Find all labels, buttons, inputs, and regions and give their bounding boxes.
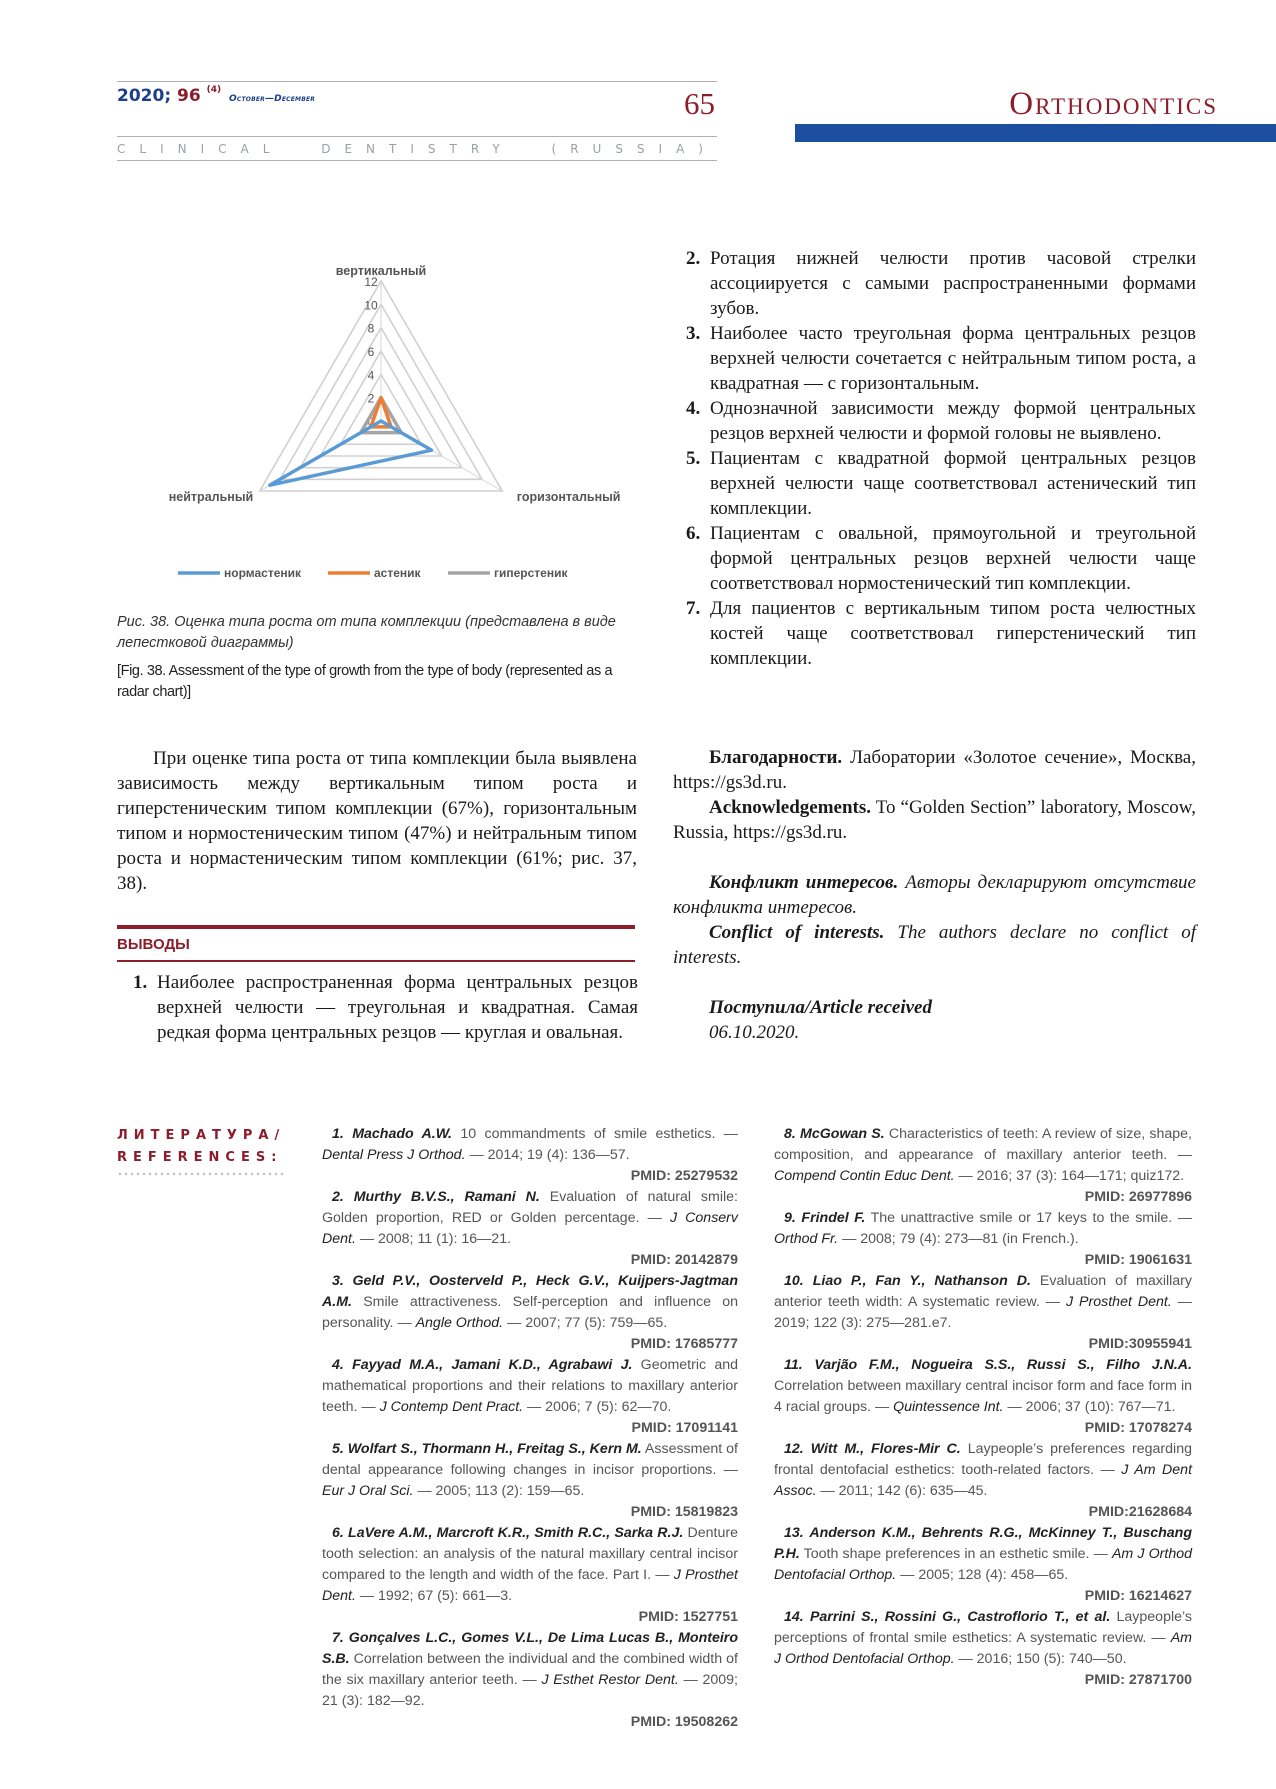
reference-pmid: PMID: 1527751: [638, 1609, 738, 1625]
reference-title: Correlation between the individual and the combined width of the six maxillary anterior teeth. —: [322, 1651, 738, 1688]
reference-item: [322, 1523, 738, 1628]
coi-ru: [673, 870, 1196, 920]
legend-label: нормастеник: [224, 566, 301, 580]
reference-details: — 2005; 113 (2): 159—65.: [413, 1483, 585, 1499]
conclusion-text: Пациентам с квадратной формой центральных резцов верхней челюсти чаще соответствовал астенический тип комплекции.: [710, 448, 1196, 519]
journal-word-1: CLINICAL: [117, 142, 284, 156]
reference-details: — 2019; 122 (3): 275—281.e7.: [774, 1294, 1192, 1331]
reference-item: [322, 1439, 738, 1523]
reference-authors: 7. Gonçalves L.C., Gomes V.L., De Lima Lucas B., Monteiro S.B.: [322, 1630, 738, 1667]
received-date: 06.10.2020.: [709, 1022, 800, 1043]
reference-pmid: PMID: 17078274: [1084, 1420, 1192, 1436]
issue-year: 2020;: [117, 86, 178, 106]
reference-authors: 10. Liao P., Fan Y., Nathanson D.: [784, 1273, 1031, 1289]
conclusion-number: 6.: [686, 523, 701, 544]
reference-authors: 12. Witt M., Flores-Mir C.: [784, 1441, 961, 1457]
reference-title: Evaluation of maxillary anterior teeth width: A systematic review. —: [774, 1273, 1192, 1310]
radar-tick-label: 8: [367, 321, 375, 336]
reference-journal: J Am Dent Assoc.: [774, 1462, 1193, 1499]
references-column-1: [322, 1124, 738, 1733]
section-rule-top: [117, 925, 635, 929]
reference-authors: 11. Varjão F.M., Nogueira S.S., Russi S., Filho J.N.A.: [784, 1357, 1192, 1373]
conclusions-list-left: [133, 970, 638, 1045]
reference-authors: 14. Parrini S., Rossini G., Castroflorio T., et al.: [784, 1609, 1111, 1625]
reference-pmid: PMID: 19508262: [630, 1714, 738, 1730]
reference-item: [774, 1355, 1192, 1439]
reference-journal: Am J Orthod Dentofacial Orthop.: [774, 1546, 1192, 1583]
ack-en-label: Acknowledgements.: [709, 797, 872, 818]
results-paragraph: При оценке типа роста от типа комплекции была выявлена зависимость между вертикальным типом роста и гиперстеническим типом комплекции (67%), горизонтальным типом и нормостеническим типом (47%) и нейтральным типом роста и нормастеническим типом комплекции (61%; рис. 37, 38).: [117, 748, 637, 894]
reference-item: [322, 1187, 738, 1271]
conclusion-item: [686, 596, 1196, 671]
conclusion-text: Наиболее распространенная форма центральных резцов верхней челюсти — треугольная и квадратная. Самая редкая форма центральных резцов — круглая и овальная.: [157, 972, 638, 1043]
conclusions-list-right: [686, 246, 1196, 671]
reference-authors: 6. LaVere A.M., Marcroft K.R., Smith R.C., Sarka R.J.: [332, 1525, 684, 1541]
reference-pmid: PMID: 15819823: [630, 1504, 738, 1520]
reference-pmid: PMID: 26977896: [1084, 1189, 1192, 1205]
reference-title: Smile attractiveness. Self-perception and influence on personality. —: [322, 1294, 738, 1331]
legend-label: гиперстеник: [494, 566, 568, 580]
issue-number: (4): [206, 85, 222, 95]
reference-title: The unattractive smile or 17 keys to the smile. —: [865, 1210, 1193, 1226]
radar-chart: [160, 264, 630, 592]
page-number: 65: [684, 86, 715, 121]
journal-word-2: DENTISTRY: [321, 142, 514, 156]
reference-pmid: PMID: 27871700: [1084, 1672, 1192, 1688]
conclusion-text: Наиболее часто треугольная форма центральных резцов верхней челюсти сочетается с нейтральным типом роста, а квадратная — с горизонтальным.: [710, 323, 1196, 394]
conclusion-number: 7.: [686, 598, 701, 619]
header-rule-mid: [117, 136, 717, 137]
conclusion-item: [133, 970, 638, 1045]
references-title-ru: ЛИТЕРАТУРА/: [117, 1128, 286, 1143]
acknowledgements-block: [673, 745, 1196, 1045]
reference-pmid: PMID: 17685777: [630, 1336, 738, 1352]
conclusion-number: 3.: [686, 323, 701, 344]
reference-title: Correlation between maxillary central incisor form and face form in 4 racial groups. —: [774, 1378, 1192, 1415]
reference-title: Laypeople’s perceptions of frontal smile esthetics: A systematic review. —: [774, 1609, 1192, 1646]
received-label: Поступила/Article received: [709, 997, 932, 1018]
reference-authors: 9. Frindel F.: [784, 1210, 866, 1226]
reference-details: — 2016; 150 (5): 740—50.: [954, 1651, 1127, 1667]
legend-label: астеник: [374, 566, 421, 580]
reference-item: [774, 1523, 1192, 1607]
coi-en: [673, 920, 1196, 970]
reference-details: — 2008; 11 (1): 16—21.: [355, 1231, 512, 1247]
coi-ru-label: Конфликт интересов.: [709, 872, 899, 893]
issue-info: [117, 86, 315, 106]
conclusions-title: ВЫВОДЫ: [117, 936, 190, 953]
coi-en-label: Conflict of interests.: [709, 922, 885, 943]
reference-title: Characteristics of teeth: A review of size, shape, composition, and appearance of maxillary anterior teeth. —: [774, 1126, 1192, 1163]
reference-item: [322, 1628, 738, 1733]
reference-journal: Compend Contin Educ Dent.: [774, 1168, 955, 1184]
figure-caption-en: [Fig. 38. Assessment of the type of growth from the type of body (represented as a radar chart)]: [117, 663, 613, 700]
conclusion-item: [686, 446, 1196, 521]
reference-pmid: PMID: 20142879: [630, 1252, 738, 1268]
radar-tick-label: 10: [364, 298, 378, 313]
reference-details: — 2011; 142 (6): 635—45.: [816, 1483, 988, 1499]
journal-word-3: (RUSSIA): [551, 142, 717, 156]
reference-authors: 2. Murthy B.V.S., Ramani N.: [332, 1189, 540, 1205]
reference-authors: 4. Fayyad M.A., Jamani K.D., Agrabawi J.: [332, 1357, 633, 1373]
journal-name: [117, 142, 717, 156]
conclusion-text: Пациентам с овальной, прямоугольной и треугольной формой центральных резцов верхней челюсти чаще соответствовал нормостенический тип комплекции.: [710, 523, 1196, 594]
reference-item: [322, 1124, 738, 1187]
ack-en: [673, 795, 1196, 845]
reference-title: Laypeople’s preferences regarding frontal dentofacial esthetics: tooth-related factors. —: [774, 1441, 1192, 1478]
reference-pmid: PMID: 17091141: [631, 1420, 738, 1436]
radar-axis-label: горизонтальный: [516, 490, 621, 504]
issue-months: October—December: [229, 94, 316, 104]
reference-item: [322, 1355, 738, 1439]
conclusion-number: 1.: [133, 972, 148, 993]
reference-title: Denture tooth selection: an analysis of the natural maxillary central incisor compared to the length and width of the face. Part I. —: [322, 1525, 738, 1583]
coi-ru-text: Авторы декларируют отсутствие конфликта интересов.: [673, 872, 1196, 918]
reference-authors: 8. McGowan S.: [784, 1126, 885, 1142]
reference-authors: 3. Geld P.V., Oosterveld P., Heck G.V., Kuijpers-Jagtman A.M.: [322, 1273, 738, 1310]
conclusion-text: Ротация нижней челюсти против часовой стрелки ассоциируется с самыми распространенными формами зубов.: [710, 248, 1196, 319]
conclusion-number: 5.: [686, 448, 701, 469]
reference-journal: Eur J Oral Sci.: [322, 1483, 414, 1499]
reference-journal: Am J Orthod Dentofacial Orthop.: [774, 1630, 1192, 1667]
reference-item: [774, 1271, 1192, 1355]
reference-details: — 2014; 19 (4): 136—57.: [465, 1147, 630, 1163]
references-title: [117, 1125, 285, 1169]
conclusion-text: Для пациентов с вертикальным типом роста челюстных костей чаще соответствовал гиперстенический тип комплекции.: [710, 598, 1196, 669]
conclusion-text: Однозначной зависимости между формой центральных резцов верхней челюсти и формой головы не выявлено.: [710, 398, 1196, 444]
reference-journal: Quintessence Int.: [893, 1399, 1004, 1415]
reference-pmid: PMID:21628684: [1088, 1504, 1192, 1520]
reference-details: — 2009; 21 (3): 182—92.: [322, 1672, 738, 1709]
reference-journal: J Conserv Dent.: [322, 1210, 738, 1247]
reference-item: [774, 1607, 1192, 1691]
reference-pmid: PMID: 25279532: [630, 1168, 738, 1184]
reference-pmid: PMID: 16214627: [1084, 1588, 1192, 1604]
reference-details: — 2006; 37 (10): 767—71.: [1003, 1399, 1176, 1415]
conclusion-item: [686, 246, 1196, 321]
ack-en-text: To “Golden Section” laboratory, Moscow, Russia, https://gs3d.ru.: [673, 797, 1196, 843]
reference-title: Assessment of dental appearance following changes in incisor proportions. —: [322, 1441, 738, 1478]
references-dotted-rule: [117, 1172, 285, 1176]
radar-tick-label: 6: [367, 345, 375, 359]
reference-title: Geometric and mathematical proportions and their relations to maxillary anterior teeth. —: [322, 1357, 739, 1415]
ack-ru-text: Лаборатории «Золотое сечение», Москва, https://gs3d.ru.: [673, 747, 1196, 793]
reference-item: [774, 1124, 1192, 1208]
figure-caption-ru: Рис. 38. Оценка типа роста от типа комплекции (представлена в виде лепестковой диаграммы): [117, 614, 616, 651]
reference-journal: Dental Press J Orthod.: [322, 1147, 466, 1163]
issue-volume: 96: [177, 86, 201, 106]
conclusion-item: [686, 521, 1196, 596]
reference-journal: Orthod Fr.: [774, 1231, 839, 1247]
reference-details: — 2006; 7 (5): 62—70.: [523, 1399, 672, 1415]
reference-journal: J Contemp Dent Pract.: [379, 1399, 524, 1415]
reference-pmid: PMID: 19061631: [1084, 1252, 1192, 1268]
reference-item: [322, 1271, 738, 1355]
reference-journal: Angle Orthod.: [415, 1315, 504, 1331]
ack-ru-label: Благодарности.: [709, 747, 843, 768]
header-rule-top: [117, 81, 717, 82]
section-color-bar: [795, 124, 1276, 142]
reference-item: [774, 1439, 1192, 1523]
radar-tick-label: 0: [367, 415, 375, 429]
reference-item: [774, 1208, 1192, 1271]
radar-axis-label: вертикальный: [335, 264, 427, 278]
reference-details: — 2005; 128 (4): 458—65.: [896, 1567, 1069, 1583]
reference-details: — 2007; 77 (5): 759—65.: [503, 1315, 668, 1331]
conclusion-number: 4.: [686, 398, 701, 419]
reference-details: — 1992; 67 (5): 661—3.: [355, 1588, 513, 1604]
header-rule-bottom: [117, 160, 717, 161]
reference-journal: J Prosthet Dent.: [1065, 1294, 1172, 1310]
reference-pmid: PMID:30955941: [1088, 1336, 1192, 1352]
references-title-en: REFERENCES:: [117, 1150, 283, 1165]
conclusion-item: [686, 396, 1196, 446]
reference-authors: 5. Wolfart S., Thormann H., Freitag S., Kern M.: [332, 1441, 642, 1457]
radar-tick-label: 4: [367, 368, 375, 383]
reference-details: — 2008; 79 (4): 273—81 (in French.).: [838, 1231, 1079, 1247]
reference-details: — 2016; 37 (3): 164—171; quiz172.: [954, 1168, 1185, 1184]
radar-tick-label: 2: [367, 391, 375, 406]
section-title: Orthodontics: [1009, 86, 1218, 122]
reference-journal: J Esthet Restor Dent.: [541, 1672, 679, 1688]
radar-tick-label: 12: [364, 275, 378, 289]
reference-title: Evaluation of natural smile: Golden proportion, RED or Golden percentage. —: [322, 1189, 738, 1226]
reference-title: 10 commandments of smile esthetics. —: [452, 1126, 738, 1142]
conclusion-number: 2.: [686, 248, 701, 269]
ack-ru: [673, 745, 1196, 795]
reference-journal: J Prosthet Dent.: [322, 1567, 739, 1604]
coi-en-text: The authors declare no conflict of interests.: [673, 922, 1196, 968]
section-rule-bottom: [117, 960, 635, 962]
reference-authors: 13. Anderson K.M., Behrents R.G., McKinney T., Buschang P.H.: [774, 1525, 1192, 1562]
references-column-2: [774, 1124, 1192, 1691]
reference-authors: 1. Machado A.W.: [332, 1126, 452, 1142]
conclusion-item: [686, 321, 1196, 396]
radar-axis-label: нейтральный: [168, 490, 254, 504]
reference-title: Tooth shape preferences in an esthetic smile. —: [799, 1546, 1112, 1562]
